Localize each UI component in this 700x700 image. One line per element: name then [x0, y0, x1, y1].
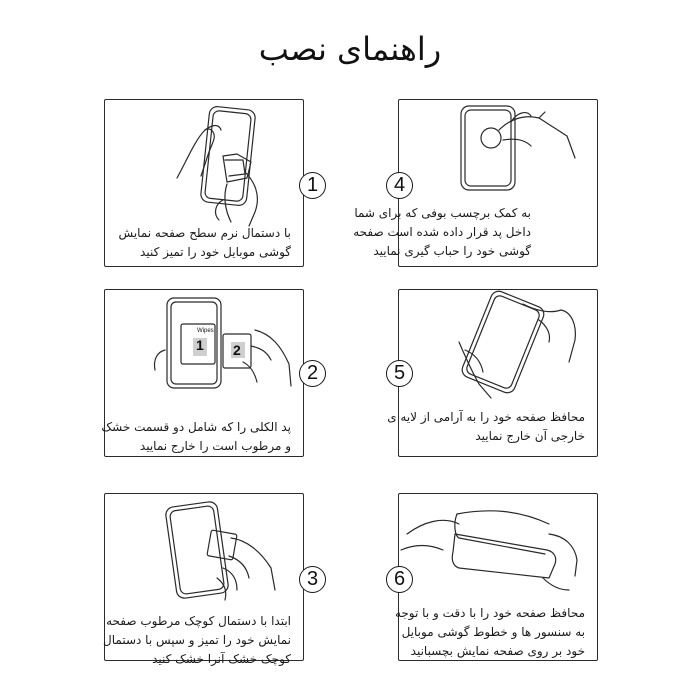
- step-4-number: 4: [386, 172, 413, 199]
- step-2-caption: [101, 418, 291, 456]
- step-4-card: [353, 99, 598, 267]
- pad-number-2: 2: [233, 342, 241, 358]
- step-5-number: 5: [386, 360, 413, 387]
- step-6-caption-line: به سنسور ها و خطوط گوشی موبایل: [401, 625, 585, 639]
- step-1-number: 1: [299, 172, 326, 199]
- step-4-caption-line: گوشی خود را حباب گیری نمایید: [373, 244, 531, 258]
- step-6-caption: [395, 604, 585, 661]
- step-4-caption: [353, 204, 531, 261]
- step-6-card: [393, 493, 598, 661]
- step-3-card: [103, 493, 319, 666]
- pad-number-1: 1: [196, 337, 204, 353]
- step-3-caption-line: کوچک خشک آنرا خشک کنید: [152, 652, 291, 666]
- step-3-caption-line: نمایش خود را تمیز و سپس با دستمال: [103, 633, 291, 647]
- step-5-caption: [387, 408, 585, 446]
- step-5-card: [387, 289, 598, 457]
- step-2-caption-line: پد الکلی را که شامل دو قسمت خشک: [101, 420, 291, 434]
- step-6-caption-line: محافظ صفحه خود را با دقت و با توجه: [394, 606, 585, 620]
- step-6-number: 6: [386, 566, 413, 593]
- step-5-caption-line: خارجی آن خارج نمایید: [475, 429, 585, 443]
- step-1-caption: [119, 224, 291, 262]
- step-4-caption-line: به کمک برچسب بوفی که برای شما: [354, 206, 531, 220]
- step-1-caption-line: با دستمال نرم سطح صفحه نمایش: [118, 226, 291, 240]
- step-2-card: [101, 289, 319, 457]
- step-4-caption-line: داخل پد قرار داده شده است صفحه: [353, 225, 531, 239]
- step-5-caption-line: محافظ صفحه خود را به آرامی از لایه ی: [387, 410, 585, 424]
- step-3-number: 3: [299, 566, 326, 593]
- step-2-caption-line: و مرطوب است را خارج نمایید: [139, 439, 291, 453]
- step-6-caption-line: خود بر روی صفحه نمایش بچسبانید: [410, 644, 585, 658]
- page-title: راهنمای نصب: [258, 30, 442, 68]
- step-1-card: [104, 99, 319, 267]
- step-1-caption-line: گوشی موبایل خود را تمیز کنید: [140, 245, 291, 259]
- step-3-caption: [103, 612, 291, 669]
- step-3-caption-line: ابتدا با دستمال کوچک مرطوب صفحه: [106, 614, 291, 628]
- pad-wipes-label: Wipes: [197, 328, 214, 334]
- step-2-number: 2: [299, 360, 326, 387]
